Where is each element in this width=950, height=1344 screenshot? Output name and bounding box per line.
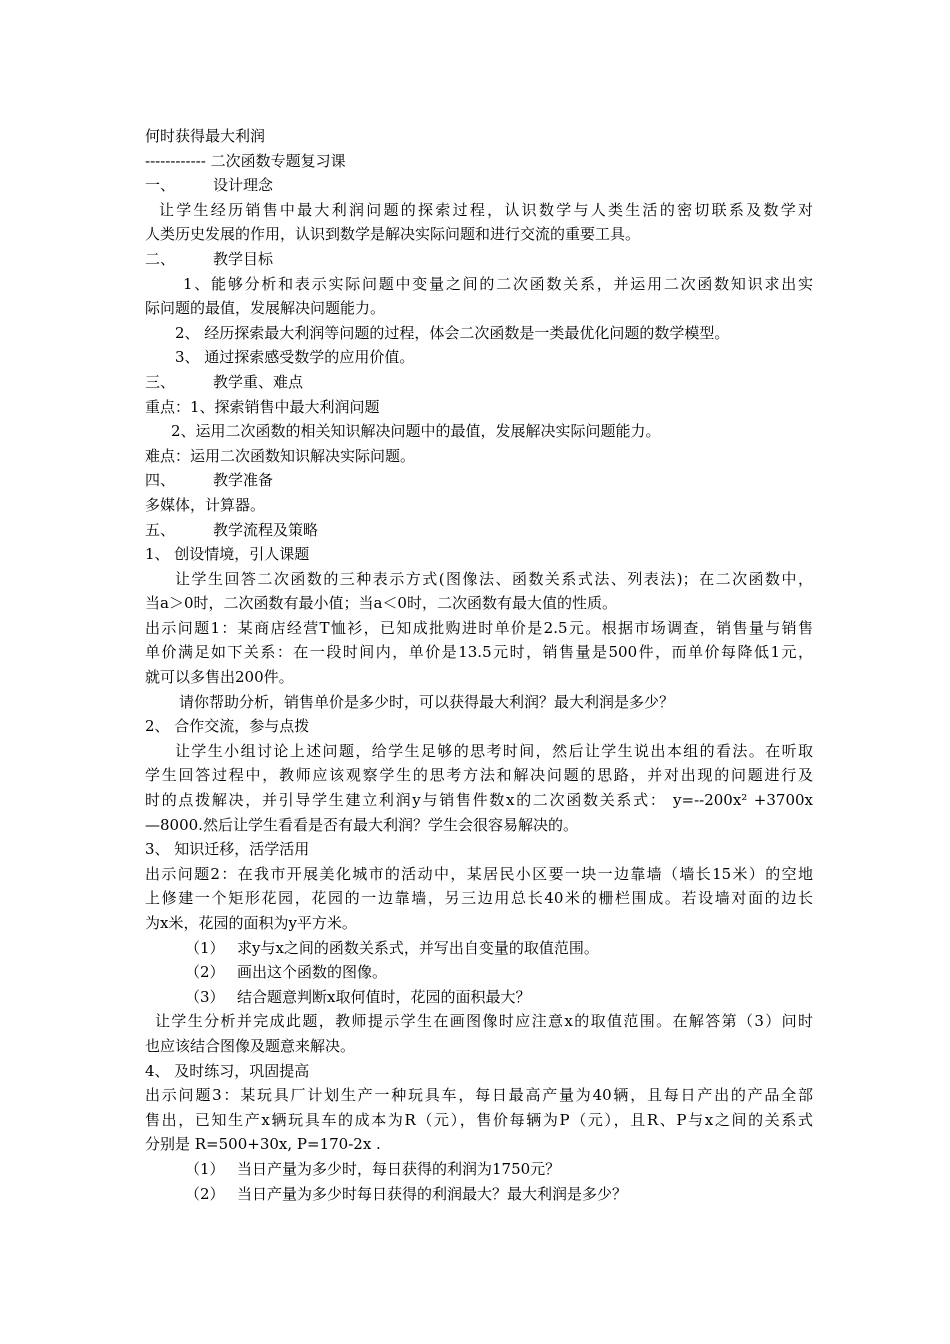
key-point-line: 重点：1、探索销售中最大利润问题 (145, 397, 380, 416)
section-number: 三、 (145, 372, 176, 391)
sub-question (145, 960, 813, 985)
paragraph-line: 人类历史发展的作用，认识到数学是解决实际问题和进行交流的重要工具。 (145, 225, 641, 244)
section-number: 一、 (145, 176, 176, 195)
problem-line: 上修建一个矩形花园，花园的一边靠墙，另三边用总长40米的栅栏围成。若设墙对面的边长 (145, 889, 813, 908)
step-heading-1: 1、 创设情境，引人课题 (145, 545, 310, 564)
paragraph-line: 让学生经历销售中最大利润问题的探索过程，认识数学与人类生活的密切联系及数学对 (159, 200, 813, 219)
objective-item: 2、 经历探索最大利润等问题的过程，体会二次函数是一类最优化问题的数学模型。 (175, 323, 730, 342)
paragraph-line: 让学生回答二次函数的三种表示方式(图像法、函数关系式法、列表法)；在二次函数中， (175, 569, 813, 588)
paragraph-line: 时的点拨解决，并引导学生建立利润y与销售件数x的二次函数关系式： y=--200x² +3700x (145, 791, 813, 810)
section-number: 四、 (145, 471, 176, 490)
section-heading-5 (145, 518, 813, 543)
section-title: 教学重、难点 (213, 372, 304, 391)
sub-question-text: 当日产量为多少时每日获得的利润最大？最大利润是多少？ (237, 1184, 628, 1203)
paragraph-line: 让学生分析并完成此题，教师提示学生在画图像时应注意x的取值范围。在解答第（3）问时 (155, 1012, 813, 1031)
sub-question-text: 画出这个函数的图像。 (237, 963, 388, 982)
section-title: 设计理念 (213, 176, 274, 195)
sub-question (145, 936, 813, 961)
problem-line: 单价满足如下关系：在一段时间内，单价是13.5元时，销售量是500件，而单价每降低1元， (145, 643, 813, 662)
sub-question-number: （1） (185, 938, 225, 957)
paragraph-line: —8000.然后让学生看看是否有最大利润？学生会很容易解决的。 (145, 815, 578, 834)
section-title: 教学流程及策略 (213, 520, 319, 539)
sub-question-number: （1） (185, 1159, 225, 1178)
problem-line: 分别是 R=500+30x, P=170-2x . (145, 1135, 381, 1154)
section-heading-1 (145, 173, 813, 198)
step-heading-3: 3、 知识迁移，活学活用 (145, 840, 310, 859)
objective-item: 际问题的最值，发展解决问题能力。 (145, 299, 386, 318)
doc-title: 何时获得最大利润 (145, 127, 266, 145)
paragraph-line: 让学生小组讨论上述问题，给学生足够的思考时间，然后让学生说出本组的看法。在听取 (175, 741, 813, 760)
section-heading-2 (145, 247, 813, 272)
objective-item: 1、能够分析和表示实际问题中变量之间的二次函数关系，并运用二次函数知识求出实 (183, 274, 813, 293)
problem-line: 出示问题3：某玩具厂计划生产一种玩具车，每日最高产量为40辆，且每日产出的产品全部 (145, 1086, 813, 1105)
section-heading-4 (145, 468, 813, 493)
doc-subtitle: ------------ 二次函数专题复习课 (145, 151, 346, 170)
sub-question-text: 当日产量为多少时，每日获得的利润为1750元？ (237, 1159, 561, 1178)
sub-question-text: 结合题意判断x取何值时，花园的面积最大？ (237, 987, 531, 1006)
section-title: 教学目标 (213, 249, 274, 268)
problem-line: 出示问题1：某商店经营T恤衫，已知成批购进时单价是2.5元。根据市场调查，销售量与销售 (145, 618, 813, 637)
objective-item: 3、 通过探索感受数学的应用价值。 (175, 348, 415, 367)
sub-question (145, 985, 813, 1010)
paragraph-line: 学生回答过程中，教师应该观察学生的思考方法和解决问题的思路，并对出现的问题进行及 (145, 766, 813, 785)
sub-question-number: （2） (185, 963, 225, 982)
sub-question-number: （2） (185, 1184, 225, 1203)
problem-line: 就可以多售出200件。 (145, 668, 294, 687)
step-heading-2: 2、 合作交流，参与点拨 (145, 717, 310, 736)
step-heading-4: 4、 及时练习，巩固提高 (145, 1061, 310, 1080)
sub-question (145, 1157, 813, 1182)
problem-question: 请你帮助分析，销售单价是多少时，可以获得最大利润？最大利润是多少？ (179, 692, 675, 711)
key-point-line: 2、运用二次函数的相关知识解决问题中的最值，发展解决实际问题能力。 (171, 422, 661, 441)
problem-line: 出示问题2：在我市开展美化城市的活动中，某居民小区要一块一边靠墙（墙长15米）的空地 (145, 864, 813, 883)
problem-line: 为x米，花园的面积为y平方米。 (145, 914, 357, 932)
sub-question-number: （3） (185, 987, 225, 1006)
difficulty-line: 难点：运用二次函数知识解决实际问题。 (145, 446, 416, 465)
preparation-line: 多媒体，计算器。 (145, 495, 266, 514)
sub-question (145, 1182, 813, 1207)
section-title: 教学准备 (213, 471, 274, 490)
sub-question-text: 求y与x之间的函数关系式，并写出自变量的取值范围。 (237, 938, 599, 957)
section-number: 五、 (145, 520, 176, 539)
paragraph-line: 也应该结合图像及题意来解决。 (145, 1036, 356, 1055)
paragraph-line: 当a＞0时，二次函数有最小值；当a＜0时，二次函数有最大值的性质。 (145, 594, 617, 613)
problem-line: 售出，已知生产x辆玩具车的成本为R（元），售价每辆为P（元），且R、P与x之间的关系式 (145, 1110, 813, 1129)
document-body (145, 124, 813, 1206)
section-number: 二、 (145, 249, 176, 268)
section-heading-3 (145, 370, 813, 395)
